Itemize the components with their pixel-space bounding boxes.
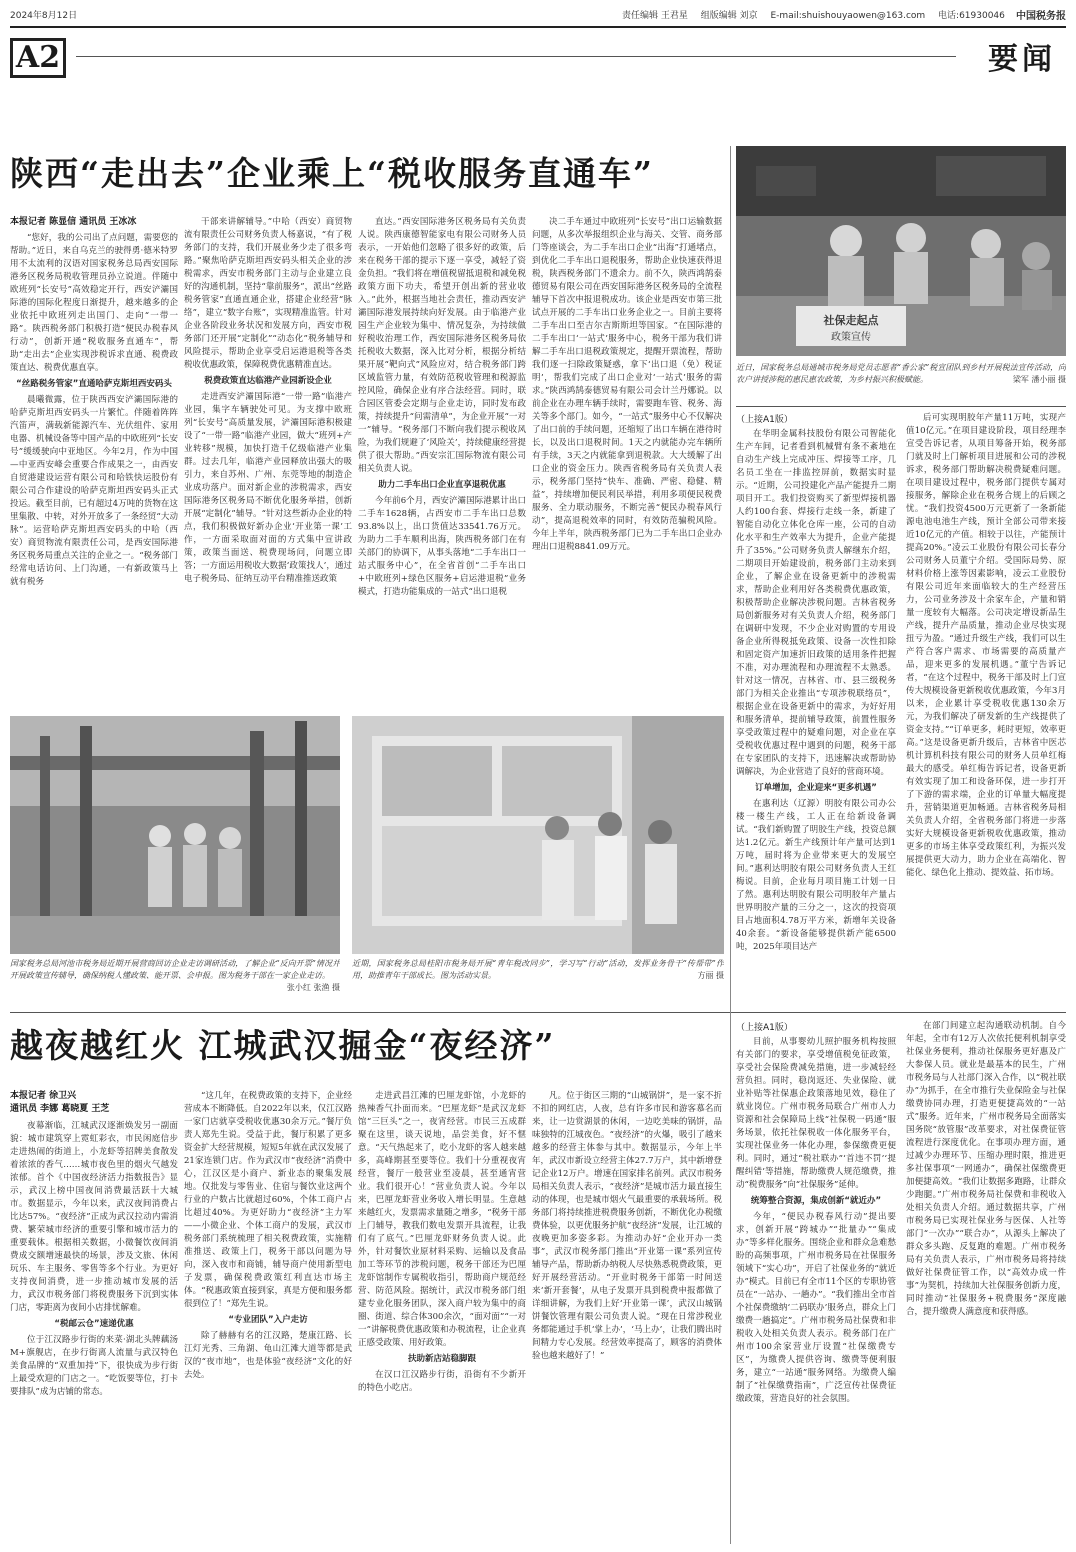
masthead-bar	[10, 6, 1066, 22]
article2-byline	[10, 1090, 109, 1116]
paragraph: 后可实现明胶年产量11万吨，实现产值10亿元。”在项目建设阶段，项目经理李宣受告诉记者，从项目筹备开始，税务部门就及时上门解析项目进展和公司的涉税诉求，税务部门帮助解决税费疑难问题。在项目建设过程中，税务部门提供专属对接服务，解除企业在税务合规上的后顾之忧。“我们投资4500万元更新了一条新能源电池电池生产线，预计全部公司带来接近10亿元的产值。相较于以往，产能预计提高20%。”凌云工业股份有限公司长春分公司财务人员董宁介绍。受国际局势、原材料价格上涨等因素影响，凌云工业股份有限公司近年来面临较大的生产经营压力，公司业务涉及十余家车企，产量和销量一度较有大幅落。公司决定增设新品生产线，提升产品质量，推动企业尽快实现扭亏为盈。“通过升级生产线，我们可以生产符合客户需求、市场需要的高质量产品，迎来更多的发展机遇。”董宁告诉记者，“在这个过程中，税务干部及时上门宣传大规模设备更新税收优惠政策，今年3月以来，企业累计享受税收优惠130余万元，为我们解决了研发新的生产线提供了资金支持。”“订单更多，耗时更短，效率更高。”这是设备更新升级后，吉林省中医芯机计算机科技有限公司的财务人员单红梅最大的感受。单红梅告诉记者，设备更新有效实现了加工和设备环保，进一步打开了下游的需求端，企业的订单量大幅度提升，营销渠道更加畅通。吉林省税务局相关负责人介绍，全省税务部门将进一步落实好大规模设备更新税收优惠政策，推动更多的市场主体享受政策红利，为振兴发展提供更大动力，助力企业在高端化、智能化、绿色化上推动、提效益、拓市场。	[906, 413, 1066, 878]
banner-text: 政策宣传	[831, 332, 871, 343]
caption-text: 近日，国家税务总局通城市税务局党员志愿者“香公家”税宣团队到乡村开展税法宣传活动，向农户讲授涉税的惠民惠农政策，为乡村振兴积极赋能。	[736, 363, 1066, 384]
photo-left-caption	[10, 958, 340, 1008]
paragraph: 走进武昌江滩的巴厘龙虾馆，小龙虾的热辣香气扑面而来。“巴厘龙虾”是武汉龙虾馆“三巨头”之一，夜宵经营。市民三五成群聚在这里，谈天说地，品尝美食，好不惬意。“天气热起来了，吃小龙虾的客人越来越多，高峰期甚至要等位。我们十分重视夜宵经营，餐厅一般营业至凌晨，甚至通宵营业。我们很开心！”营业负责人说。今年以来，巴厘龙虾营业务收入增长明显。生意越来越红火，发票需求量随之增多，“税务干部上门辅导，教我们数电发票开具流程，让我们有了底气。”巴厘龙虾财务负责人说。此外，针对餐饮业原材料采购、运输以及食品加工等环节的涉税问题，税务干部还为巴厘龙虾馆制作专属税收指引，帮助商户规范经营、防范风险。据统计，武汉市税务部门组建专业化服务团队，深入商户较为集中的商圈、街道、综合体300余次，“面对面”“一对一”讲解税费优惠政策和办税流程，让企业真正感受政策、用好政策。	[358, 1091, 526, 1348]
caption-text: 国家税务总局河池市税务局近期开展营商回访企业走访调研活动，了解企业“反向开票”情况并开展政策宣传辅导，确保纳税人懂政策、能开票、会申报。图为税务干部在一家企业走访。	[10, 959, 340, 980]
article1-headline: 陕西“走出去”企业乘上“税收服务直通车”	[10, 154, 654, 193]
photo-tax-visit-image	[10, 716, 340, 954]
subheading: 助力二手车出口企业直享退税优惠	[378, 480, 506, 490]
paragraph: 在汉口江汉路步行街，沿街有不少新开的特色小吃店。	[358, 1370, 526, 1393]
paragraph: 夜幕渐临，江城武汉逐渐焕发另一副面貌：城市建筑穿上霓虹彩衣，市民闲庭信步走进热闹的街道上，小龙虾等招牌美食散发着浓浓的香气……城市夜色里的烟火气越发浓郁。首个《中国夜经济活力指数报告》显示，武汉上榜中国夜间消费最活跃十大城市。数据显示，今年以来，武汉夜间消费占比达57%。“夜经济”正成为武汉拉动内需消费、繁荣城市经济的重要引擎和城市活力的重要载体。根据相关数据，小微餐饮夜间消费成交额增速最快的场景，涉及文旅、休闲玩乐、车主服务、零售等多个行业。为更好支持夜间消费，进一步推动城市发展的活力，武汉市税务部门将税费服务下沉到实体门店，零距离为夜间小店排忧解难。	[10, 1121, 178, 1313]
header-rule	[76, 56, 956, 57]
paragraph: 位于江汉路步行街的来菜·湖北头牌藕汤M+旗舰店，在步行街离人流量与武汉特色美食品牌的“双重加持”下，很快成为步行街上最受欢迎的门店之一。“吃饭要等位，打卡要排队”成为店铺的常态。	[10, 1335, 178, 1397]
paragraph: 走进西安浐灞国际港“一带一路”临港产业园，集字车辆驶处可见。为支撑中欧班列“长安号”高质量发展，浐灞国际港积极建设了“一带一路”临港产业园，做大“班列+产业转移”规模，加快打造千亿级临港产业集群。过去几年，临港产业园释放出强大的吸引力，来自苏州、广州、东莞等地的制造企业成功落户。面对新企业的涉税需求，西安国际港务区税务局不断优化服务举措，创新开展“定制化”辅导。“针对这些新办企业的特点，我们积极做好新办企业‘开业第一课’工作，一方面采取面对面的方式集中宣讲政策，政策当面送、税费现场问，问题立即答；一方面运用税收大数据‘政策找人’，通过电子税务局、征纳互动平台精准推送政策	[184, 392, 352, 584]
photo-credit: 张小红 张渔 摄	[286, 983, 340, 992]
paragraph: 在惠利达（辽源）明胶有限公司办公楼一楼生产线，工人正在给新设备调试。“我们新购置了明胶生产线，投资总额达1.2亿元。新生产线预计年产量可达到1万吨，届时将为企业带来更大的发展空间。”惠利达明胶有限公司财务负责人王红梅说。目前，企业每月项目施工计划一日了然。惠利达明胶有限公司明胶年产量占世界明胶产量的三分之一，这次的投资项目占地面积4.78万平方米，新增年关设备40余套。“新设备能够提供新产能6500吨，2025年项目达产	[736, 799, 896, 952]
paragraph: 决二手车通过中欧班列“长安号”出口运输数据问题，从多次举报组织企业与海关、交管、商务部门等座谈会，为二手车出口企业“出海”打通堵点，到优化二手车出口退税服务，帮助企业快速获得退税，陕西税务部门不遗余力。前不久，陕西鸿鹄泰德贸易有限公司在西安国际港务区税务局的全流程辅导下首次申报退税成功。该企业是西安市第三批试点开展的二手车出口业务企业之一。目前主要将二手车出口至吉尔吉斯斯坦等国家。“在国际港的二手车出口‘一站式’服务中心，税务干部为我们讲解二手车出口退税政策规定，提醒开票流程，帮助我们逐一扫除政策疑惑，拿下‘出口退（免）税证明’，帮我们完成了出口企业对‘一站式’服务的需求。”陕西鸿鹄泰德贸易有限公司会计兰丹娜说。以前企业在办理车辆手续时，需要跑车管、税务、海关等多个部门。如今，“一站式”服务中心不仅解决了出口前的手续问题，还缩短了出口车辆在港待时长，以及出口退税时间。1天之内就能办完车辆所有手续，3天之内就能拿到退税款。大大缓解了出口企业的资金压力。陕西省税务局有关负责人表示，税务部门坚持“快车、准确、严密、稳健、精益”，持续增加便民利民举措，利用多项便民税费服务、全力联动服务，不断完善“便民办税春风行动”，提高退税效率的同时，有效防范骗税风险。今年上半年，陕西税务部门已为二手车出口企业办理出口退税8841.09万元。	[532, 217, 722, 552]
photo-volunteers-image	[736, 146, 1066, 356]
jump2-column-2	[906, 1020, 1066, 1544]
article1-column-3	[358, 216, 526, 702]
subheading: “税邮云仓”速递优惠	[54, 1319, 134, 1329]
paragraph: 在部门间建立起沟通联动机制。自今年起，全市有12万人次依托便利机制享受社保业务便利，推动社保服务更好惠及广大参保人员。就业是最基本的民生，广州市税务局与人社部门深入合作，以“税社联办”为抓手，在全市推行失业保险金与社保缴费协同办理，打造更便捷高效的“一站式”服务。近年来，广州市税务局全面落实国务院“放管服”改革要求，对社保费征管流程进行深度优化。在事项办理方面，通过减少办理环节、压缩办理时限，推进更多社保事项“一网通办”，确保社保缴费更加便捷高效。“我们让数据多跑路，让群众少跑腿。”广州市税务局社保费和非税收入处相关负责人介绍。通过数据共享，广州市税务局已实现社保业务与医保、人社等部门“一次办”“联合办”，从源头上解决了群众多头跑、反复跑的难题。广州市税务局有关负责人表示，广州市税务局将持续做好社保费征管工作，以“高效办成一件事”为契机，持续加大社保服务创新力度，同时推动“社保服务+税费服务”深度融合，提升缴费人满意度和获得感。	[906, 1021, 1066, 1317]
jump2-column-1	[736, 1036, 896, 1544]
column-divider	[730, 146, 731, 1544]
photo-top-caption	[736, 362, 1066, 402]
photo-credit: 方丽 摄	[697, 971, 724, 980]
editor-info-item: 责任编辑 王君星	[622, 11, 688, 21]
photo-credit: 梁军 潘小丽 摄	[1012, 375, 1066, 384]
section-title: 要闻	[988, 42, 1056, 77]
paragraph: “这几年，在税费政策的支持下，企业经营成本不断降低。自2022年以来，仅江汉路一家门店就享受税收优惠30余万元。”餐厅负责人郑先生说。受益于此，餐厅积累了更多资金扩大经营规模，短短5年就在武汉发展了21家连锁门店。作为武汉市“夜经济”消费中心，江汉区是小商户、新业态的聚集发展地。仅批发与零售业、住宿与餐饮业这两个行业的户数占比就超过60%，个体工商户占比超过40%。为更好助力“夜经济”主力军——小微企业、个体工商户的发展，武汉市税务部门系统梳理了相关税费政策，实施精准推送、政策上门，税务干部以问题为导向，深入夜市和商铺，辅导商户使用新型电子发票，确保税费政策红利直达市场主体。“税惠政策直接到家，真是方便和服务都很到位了！”郑先生说。	[184, 1091, 352, 1309]
banner-text: 社保走起点	[823, 314, 879, 327]
paragraph: 干部来讲解辅导。”中哈（西安）商贸物流有限责任公司财务负责人杨嘉说，“有了税务部门的支持，我们开展业务少走了很多弯路。”聚焦哈萨克斯坦西安码头相关企业的涉税需求，西安市税务部门主动与企业建立良好的沟通机制，坚持“靠前服务”，派出“丝路税务管家”直通直通企业，搭建企业经营“脉络”，建立“数字台账”，实现精准监管。针对企业各阶段业务状况和发展方向，西安市税务部门还开展“定制化”“动态化”税务辅导和风险提示，帮助企业享受启运港退税等各类税收优惠政策，保障税费优惠精准直达。	[184, 217, 352, 370]
photo-tax-visit	[10, 716, 340, 954]
caption-text: 近期，国家税务总局桂阳市税务局开展“青年税改同步”，学习写“行动”活动，发挥业务骨干“传帮带”作用，助推青年干部成长。图为活动实景。	[352, 959, 724, 980]
paragraph: 在华明金属科技股份有限公司智能化生产车间，记者看到机械臂有条不紊地在自动生产线上完成冲压、焊接等工序，几名员工坐在一排监控屏前，数据实时显示。“近期，公司投建化产品产能提升二期项目开工。我们投资购买了新型焊接机器人约100台套、焊接行走线一条，新建了智能自动化立体化仓库一座，公司的自动化水平和生产效率大为提升，企业产能提升了35%。”公司财务负责人解继东介绍，二期项目开始建设前，税务部门主动来到企业，了解企业在设备更新中的涉税需求，帮助企业利用好各类税费优惠政策，积极帮助企业解决涉税问题。吉林省税务局创新服务对有关负责人介绍，税务部门在调研中发现，不少企业对购置的专用设备企业所得税抵免政策、设备一次性扣除和固定资产加速折旧政策的适用条件把握不准，对办理流程和办理流程不太熟悉。针对这一情况，吉林省、市、县三级税务部门为相关企业推出“专项涉税联络员”，根据企业在设备更新中的需求，为好好用和服务清单，提前辅导政策，前置性服务享受政策过程中的疑难问题，对企业在享受税收优惠过程中遇到的问题，税务干部在专家团队的支持下，迅速解决或帮助协调解决，为企业营造了良好的营商环境。	[736, 429, 896, 777]
paragraph: 除了赫赫有名的江汉路，楚康江路、长江灯光秀、三角湖、龟山江滩大道等都是武汉的“夜市地”，也是体验“夜经济”文化的好去处。	[184, 1331, 352, 1380]
subheading: 扶助新店站稳脚跟	[407, 1354, 476, 1364]
editor-phone: 电话:61930046	[938, 11, 1005, 21]
page-number: A2	[10, 38, 66, 78]
subheading: “丝路税务管家”直通哈萨克斯坦西安码头	[16, 379, 172, 389]
photo-youth-study-image	[352, 716, 724, 954]
photo-right-caption	[352, 958, 724, 1008]
jump-label: （上接A1版）	[736, 1023, 793, 1033]
article2-headline: 越夜越红火 江城武汉掘金“夜经济”	[10, 1026, 556, 1065]
photo-tax-volunteers	[736, 146, 1066, 356]
byline-line: 通讯员 李娜 葛晓夏 王芝	[10, 1104, 110, 1114]
editor-email[interactable]: E-mail:shuishouyaowen@163.com	[770, 11, 926, 21]
jump-label: （上接A1版）	[736, 415, 793, 425]
editor-info	[622, 8, 1015, 21]
subheading: 订单增加，企业迎来“更多机遇”	[755, 783, 877, 793]
issue-date: 2024年8月12日	[10, 11, 78, 21]
article2-column-2	[184, 1090, 352, 1544]
article2-column-4	[532, 1090, 722, 1544]
photo-youth-study	[352, 716, 724, 954]
newspaper-name: 中国税务报	[1016, 11, 1066, 22]
article1-column-2	[184, 216, 352, 702]
paragraph: 凡。位于街区三期的“山城锅饼”，是一家不折不扣的网红店，人夜，总有许多市民和游客慕名而来，让一边赏湖景的休闲，一边吃美味的锅饼，品味独特的江城夜色。“夜经济”的火爆，吸引了越来越多的经营主体参与其中。数据显示，今年上半年，武汉市新设立经营主体27.7万户，其中新增登记企业12万户。增速在国家排名前列。武汉市税务局相关负责人表示，“夜经济”是城市活力最直接生动的体现，也是城市烟火气最重要的承载场所。税务部门将持续推进税费服务创新，不断优化办税缴费体验，以更优服务护航“夜经济”发展，让江城的夜晚更加多姿多彩。为推动办好“企业开办一类事”，武汉市税务部门推出“开业第一课”系列宣传辅导产品，帮助新办纳税人尽快熟悉税费政策，更好开展经营活动。“开业时税务干部第一时间送来‘新开套餐’，从电子发票开具到税费申报都做了详细讲解，为我们上好‘开业第一课’，武汉山城锅饼餐饮管理有限公司负责人说。“现在日常涉税业务都能通过手机‘掌上办’，‘马上办’，让我们腾出时间精力专心发展。经营效率提高了，顾客的消费体验也越来越好了！”	[532, 1091, 722, 1361]
paragraph: 今年前6个月，西安浐灞国际港累计出口二手车1628辆，占西安市二手车出口总数93.8%以上，出口货值达33541.76万元。为助力二手车顺利出海，陕西税务部门在有关部门的协调下，从事头落地“二手车出口一站式服务中心”，在全省首创“二手车出口+中欧班列+绿色区服务+启运港退税”业务模式，打造功能集成的一站式“出口退税	[358, 496, 526, 597]
subheading: “专业团队”入户走访	[228, 1315, 308, 1325]
subheading: 税费政策直达临港产业园新设企业	[204, 376, 332, 386]
paragraph: 今年，“便民办税春风行动”提出要求，创新开展“跨城办”“批量办”“集成办”等多样化服务。围绕企业和群众急难愁盼的高频事项，广州市税务局在社保服务领域下“实心功”，开启了社保业务的“就近办”模式。目前已有全市11个区的专职协管员在“一站办、一趟办”。“我们推出全市首个社保费缴纳‘二码联办’服务点，群众上门缴费一趟搞定”。广州市税务局社保费和非税收入处相关负责人表示。税务部门在广州市100余家营业厅设置“社保缴费专区”，为缴费人提供咨询、缴费等便利服务，建立“一站通”服务网络。为缴费人编制了“社保缴费指南”，广泛宣传社保费征缴政策，营造良好的社会氛围。	[736, 1212, 896, 1404]
divider	[736, 406, 1066, 407]
byline-line: 本报记者 徐卫兴	[10, 1091, 77, 1101]
paragraph: 目前，从事婴幼儿照护服务机构按照有关部门的要求，享受增值税免征政策，享受社会保险费减免措施，进一步减轻经营负担。同时，稳岗返还、失业保险、就业补贴等社保惠企政策落地见效，稳住了就业岗位。广州市税务局联合广州市人力资源和社会保障局上线“社保税一码通”服务场景，依托社保税收一体化服务平台，实现社保业务一体化办理，参保缴费更便利。同时，通过“税社联办”‘首违不罚’‘提醒纠错’等措施，帮助缴费人规范缴费，推动“税费服务”向“社保服务”延伸。	[736, 1037, 896, 1190]
page-header	[10, 26, 1066, 82]
jump1-column-1	[736, 428, 896, 1006]
divider	[736, 1012, 1066, 1013]
article2-column-3	[358, 1090, 526, 1544]
paragraph: 直达。”西安国际港务区税务局有关负责人说。陕西康德智能家电有限公司财务人员表示，一开始他们忽略了很多好的政策，后来在税务干部的提示下逐一享受，减轻了资金负担。“我们将在增值税留抵退税和减免税政策方面下功夫，希望开创出新的营业收入。”此外，根据当地社会责任，推动西安浐灞国际港发展持续向好发展。由于临港产业园生产企业较为集中、情况复杂，为持续做好税收治理工作，西安国际港务区税务局依托税收大数据，深入比对分析，根据分析结果开展“靶向式”风险应对，结合税务部门跨区域监管力量，有效防范税收管理和税源监控风险，确保企业有序合法经营。同时，联合园区管委会定期与企业走访，同时发布政策，持续提升“问需清单”，为企业开展“一对一”辅导。“税务部门不断向我们提示税收风险，为我们规避了‘风险关’，持续健康经营提供了很大帮助。”西安宗汇国际物流有限公司相关负责人说。	[358, 217, 526, 474]
article1-column-1	[10, 232, 178, 702]
paragraph: “您好，我的公司出了点问题，需要您的帮助。”近日，来自乌克兰的驶得勇·德米特罗用不太流利的汉语对国家税务总局西安国际港务区税务局税收管理员孙立说道。伴随中欧班列“长安号”高效稳定开行，西安浐灞国际港的国际化程度日渐提升，越来越多的企业依托中欧班列走出国门、走向“一带一路”。陕西税务部门积极打造“便民办税春风行动”，创新开通“税收服务直通车”，帮助“走出去”企业实现涉税诉求直通、税费政策直达、税费优惠直享。	[10, 233, 178, 373]
paragraph: 晨曦微露，位于陕西西安浐灞国际港的哈萨克斯坦西安码头一片繁忙。伴随着阵阵汽笛声，满载新能源汽车、光伏组件、家用电器、机械设备等中国产品的中欧班列“长安号”缓缓驶向中亚地区。今年2月，作为中国—中亚西安峰会重要合作成果之一，由西安自贸港建设运营有限公司和哈铁快运股份有限公司合作建设的哈萨克斯坦西安码头正式投运。截至目前，已有超过4万吨的货物在这里集散、中转，对外开放多了一条经贸“大动脉”。运营哈萨克斯坦西安码头的中哈（西安）商贸物流有限责任公司，是西安国际港务区税务局重点关注的企业之一。“税务部门经常电话访问、上门沟通，一有新政策马上就有税务	[10, 395, 178, 587]
jump1-column-2	[906, 412, 1066, 1006]
article1-byline: 本报记者 陈显信 通讯员 王冰冰	[10, 217, 137, 227]
subheading: 统筹整合资源，集成创新“就近办”	[750, 1196, 882, 1206]
editor-info-item: 组版编辑 刘京	[700, 11, 758, 21]
article2-column-1	[10, 1120, 178, 1544]
article1-column-4	[532, 216, 722, 702]
